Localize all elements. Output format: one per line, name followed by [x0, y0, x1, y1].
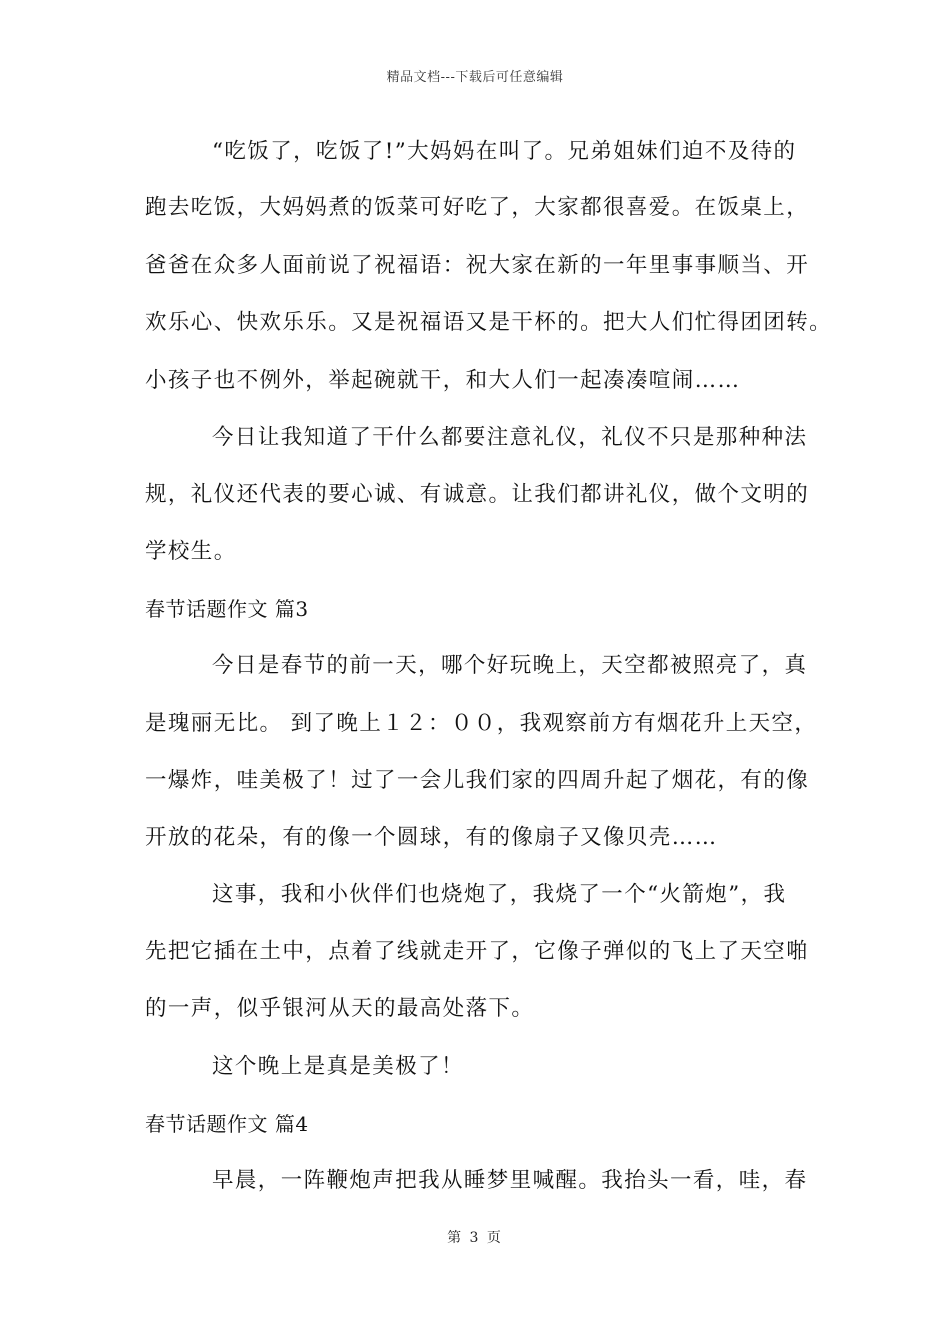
- paragraph-line: 跑去吃饭，大妈妈煮的饭菜可好吃了，大家都很喜爱。在饭桌上，: [145, 195, 810, 220]
- paragraph-line: 学校生。: [145, 539, 237, 564]
- paragraph-line: 先把它插在土中，点着了线就走开了，它像子弹似的飞上了天空啪: [145, 939, 810, 964]
- paragraph-line: 今日是春节的前一天，哪个好玩晚上，天空都被照亮了，真: [212, 653, 808, 678]
- paragraph-line: 是瑰丽无比。 到了晚上１２：００，我观察前方有烟花升上天空，: [145, 711, 818, 736]
- paragraph-line: 早晨，一阵鞭炮声把我从睡梦里喊醒。我抬头一看，哇，春: [212, 1168, 808, 1193]
- section-heading: 春节话题作文 篇4: [145, 1112, 309, 1136]
- section-heading: 春节话题作文 篇3: [145, 597, 309, 621]
- page-header: 精品文档---下载后可任意编辑: [386, 70, 564, 85]
- paragraph-line: 小孩子也不例外，举起碗就干，和大人们一起凑凑喧闹……: [145, 368, 741, 393]
- paragraph-line: 欢乐心、快欢乐乐。又是祝福语又是干杯的。把大人们忙得团团转。: [145, 310, 833, 335]
- paragraph-line: 这个晚上是真是美极了！: [212, 1054, 464, 1079]
- paragraph-line: 的一声，似乎银河从天的最高处落下。: [145, 996, 535, 1021]
- paragraph-line: 今日让我知道了干什么都要注意礼仪，礼仪不只是那种种法: [212, 425, 808, 450]
- paragraph-line: 一爆炸，哇美极了！过了一会儿我们家的四周升起了烟花，有的像: [145, 768, 810, 793]
- paragraph-line: 规，礼仪还代表的要心诚、有诚意。让我们都讲礼仪，做个文明的: [145, 482, 810, 507]
- paragraph-line: 开放的花朵，有的像一个圆球，有的像扇子又像贝壳……: [145, 825, 718, 850]
- paragraph-line: 爸爸在众多人面前说了祝福语：祝大家在新的一年里事事顺当、开: [145, 253, 810, 278]
- paragraph-line: 这事，我和小伙伴们也烧炮了，我烧了一个“火箭炮”，我: [212, 882, 787, 907]
- paragraph-line: “吃饭了，吃饭了!”大妈妈在叫了。兄弟姐妹们迫不及待的: [212, 139, 797, 164]
- page-number: 第 3 页: [447, 1230, 503, 1246]
